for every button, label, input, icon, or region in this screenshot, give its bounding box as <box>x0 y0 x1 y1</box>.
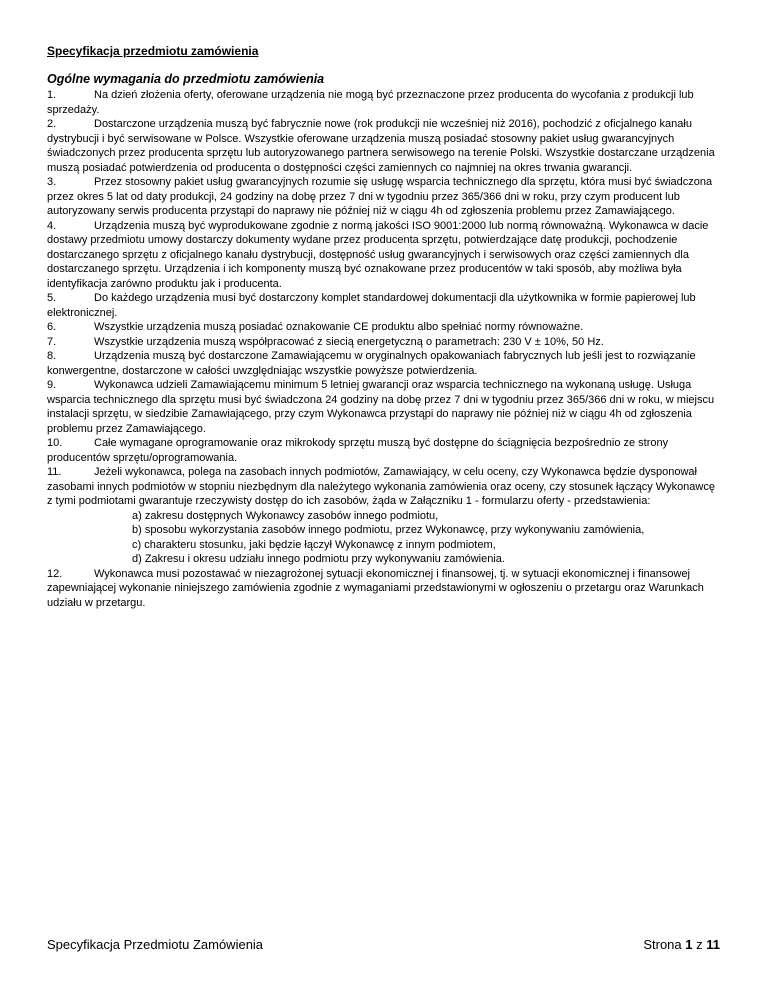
item-number: 11. <box>47 466 62 478</box>
page-number <box>643 937 720 952</box>
item-number: 6. <box>47 321 57 333</box>
list-item <box>47 175 723 219</box>
sub-item: b) sposobu wykorzystania zasobów innego podmiotu, przez Wykonawcę, przy wykonywaniu zamówienia, <box>132 524 645 536</box>
page-label: Strona <box>643 937 682 952</box>
list-item <box>47 349 723 378</box>
item-text: Wykonawca udzieli Zamawiającemu minimum 5 letniej gwarancji oraz wsparcia technicznego na wykonaną usługę. Usługa wsparcia technicznego dla sprzętu musi być świadczona 24 godziny na dobę przez 7 dni w tygodniu przez 365/366 dni w roku, w miejscu instalacji sprzętu, w siedzibie Zamawiającego, przy czym Wykonawca przystąpi do naprawy nie później niż w ciągu 4h od zgłoszenia problemu przez Zamawiającego. <box>47 379 715 435</box>
item-text: Dostarczone urządzenia muszą być fabrycznie nowe (rok produkcji nie wcześniej niż 2016), pochodzić z oficjalnego kanału dystrybucji i być serwisowane w Polsce. Wszystkie oferowane urządzenia muszą posiadać stosowny pakiet usług gwarancyjnych świadczonych przez producenta sprzętu lub autoryzowanego partnera serwisowego na terenie Polski. Wszystkie dostarczane urządzenia muszą posiadać potwierdzenia od producenta o dostępności części zamiennych co najmniej na okres trwania gwarancji. <box>47 118 715 174</box>
page-separator: z <box>696 937 703 952</box>
page-total: 11 <box>706 937 720 952</box>
item-number: 3. <box>47 176 57 188</box>
item-text: Wykonawca musi pozostawać w niezagrożonej sytuacji ekonomicznej i finansowej, tj. w sytuacji ekonomicznej i finansowej zapewniającej wykonanie niniejszego zamówienia zgodnie z wymaganiami przedstawionymi w ogłoszeniu o przetargu oraz Warunkach udziału w przetargu. <box>47 567 704 609</box>
item-text: Jeżeli wykonawca, polega na zasobach innych podmiotów, Zamawiający, w celu oceny, czy Wykonawca będzie dysponował zasobami innych podmiotów w stopniu niezbędnym dla należytego wykonania zamówienia oraz oceny, czy stosunek łączący Wykonawcę z tymi podmiotami gwarantuje rzeczywisty dostęp do ich zasobów, żąda w Załączniku 1 - formularzu oferty - przedstawienia: <box>47 466 715 507</box>
item-number: 4. <box>47 219 57 232</box>
item-number: 9. <box>47 379 57 391</box>
requirements-list <box>47 88 723 610</box>
item-number: 8. <box>47 350 57 362</box>
list-item <box>47 335 723 350</box>
list-item <box>47 291 723 320</box>
item-text: Wszystkie urządzenia muszą posiadać oznakowanie CE produktu albo spełniać normy równoważne. <box>94 321 584 333</box>
list-item <box>47 88 723 117</box>
item-text: Przez stosowny pakiet usług gwarancyjnych rozumie się usługę wsparcia technicznego dla sprzętu, która musi być świadczona przez okres 5 lat od daty produkcji, 24 godziny na dobę przez 7 dni w tygodniu przez 365/366 dni w roku, przy czym producent lub autoryzowany serwis producenta przystąpi do naprawy nie później niż w ciągu 4h od zgłoszenia problemu przez Zamawiającego. <box>47 176 713 217</box>
list-item <box>47 378 723 436</box>
item-text: Na dzień złożenia oferty, oferowane urządzenia nie mogą być przeznaczone przez producenta do wycofania z produkcji lub sprzedaży. <box>47 89 694 116</box>
list-item <box>47 117 723 175</box>
list-item <box>47 465 723 509</box>
item-text: Całe wymagane oprogramowanie oraz mikrokody sprzętu muszą być dostępne do ściągnięcia bezpośrednio ze strony producentów sprzętu/oprogramowania. <box>47 437 669 464</box>
list-item <box>47 320 723 335</box>
item-number: 10. <box>47 437 63 449</box>
list-item <box>47 567 723 611</box>
item-number: 1. <box>47 89 57 101</box>
section-title: Ogólne wymagania do przedmiotu zamówienia <box>47 72 325 86</box>
footer-title: Specyfikacja Przedmiotu Zamówienia <box>47 937 264 952</box>
item-number: 2. <box>47 118 57 130</box>
sub-item: d) Zakresu i okresu udziału innego podmiotu przy wykonywaniu zamówienia. <box>132 553 505 565</box>
item-text: Urządzenia muszą być wyprodukowane zgodnie z normą jakości ISO 9001:2000 lub normą równoważną. Wykonawca w dacie dostawy przedmiotu umowy dostarczy dokumenty wydane przez producenta sprzętu, potwierdzające datę produkcji, pochodzenie dostarczanego sprzętu z oficjalnego kanału dystrybucji, dostępność usług gwarancyjnych i serwisowych oraz części zamiennych dla dostarczanego sprzętu. Urządzenia i ich komponenty muszą być oznakowane przez producentów w taki sposób, aby możliwa była identyfikacja zarówno produktu jak i producenta. <box>47 219 709 290</box>
sub-item: c) charakteru stosunku, jaki będzie łączył Wykonawcę z innym podmiotem, <box>132 538 496 551</box>
item-text: Do każdego urządzenia musi być dostarczony komplet standardowej dokumentacji dla użytkownika w formie papierowej lub elektronicznej. <box>47 292 696 319</box>
item-number: 5. <box>47 292 57 304</box>
item-text: Wszystkie urządzenia muszą współpracować z siecią energetyczną o parametrach: 230 V ± 10%, 50 Hz. <box>94 335 604 348</box>
sub-item: a) zakresu dostępnych Wykonawcy zasobów innego podmiotu, <box>132 509 439 522</box>
item-text: Urządzenia muszą być dostarczone Zamawiającemu w oryginalnych opakowaniach fabrycznych lub jeśli jest to rozwiązanie konwergentne, dostarczone w całości uwzględniając wszystkie powyższe potwierdzenia. <box>47 350 696 377</box>
item-number: 7. <box>47 335 57 348</box>
page-current: 1 <box>685 937 693 952</box>
list-item <box>47 219 723 292</box>
page-title: Specyfikacja przedmiotu zamówienia <box>47 44 259 58</box>
item-number: 12. <box>47 567 63 580</box>
list-item <box>47 436 723 465</box>
